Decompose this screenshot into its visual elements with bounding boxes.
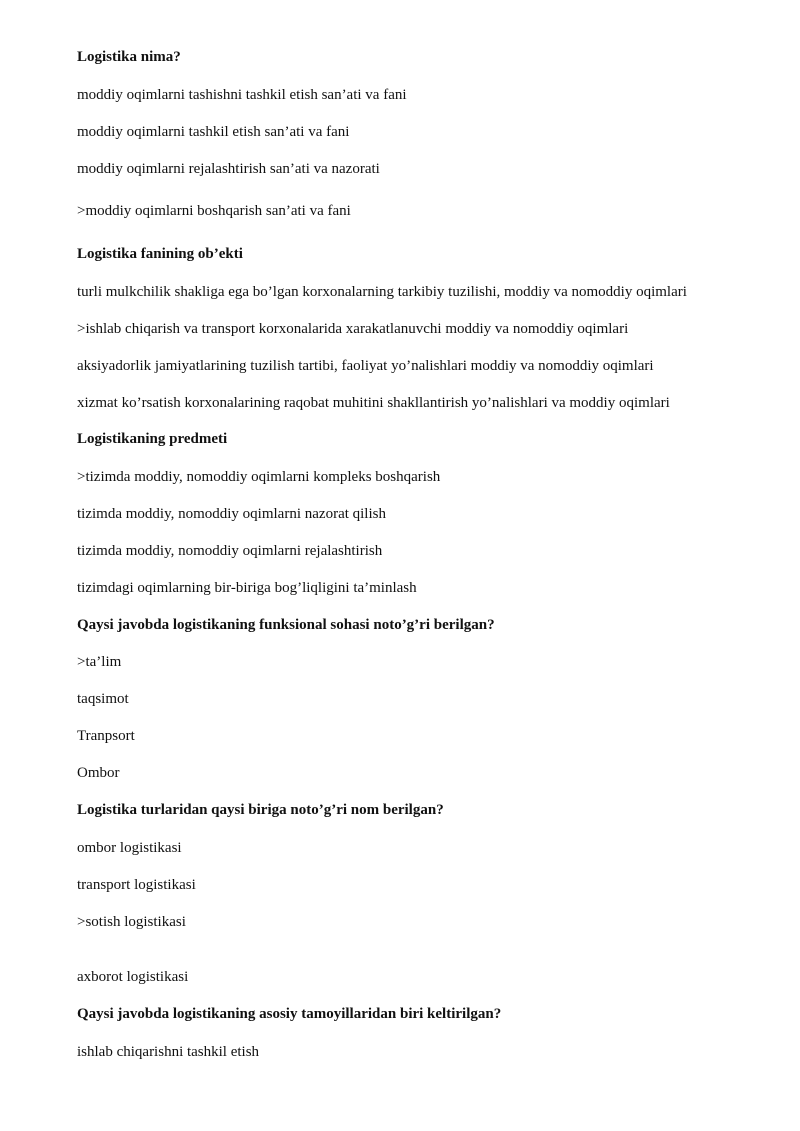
answer-option: taqsimot bbox=[77, 691, 129, 707]
answer-option: moddiy oqimlarni rejalashtirish san’ati va nazorati bbox=[77, 161, 380, 177]
answer-option: aksiyadorlik jamiyatlarining tuzilish tartibi, faoliyat yo’nalishlari moddiy va nomoddiy oqimlari bbox=[77, 358, 654, 374]
answer-option: tizimda moddiy, nomoddiy oqimlarni rejalashtirish bbox=[77, 543, 383, 559]
question-title: Logistika fanining ob’ekti bbox=[77, 246, 243, 262]
answer-option: ombor logistikasi bbox=[77, 840, 182, 856]
answer-option-correct: >ta’lim bbox=[77, 654, 122, 670]
answer-option: axborot logistikasi bbox=[77, 969, 189, 985]
question-title: Qaysi javobda logistikaning funksional sohasi noto’g’ri berilgan? bbox=[77, 617, 495, 633]
answer-option: tizimdagi oqimlarning bir-biriga bog’liqligini ta’minlash bbox=[77, 580, 417, 596]
answer-option: transport logistikasi bbox=[77, 877, 196, 893]
answer-option: moddiy oqimlarni tashkil etish san’ati va fani bbox=[77, 124, 350, 140]
answer-option-correct: >sotish logistikasi bbox=[77, 914, 186, 930]
answer-option: turli mulkchilik shakliga ega bo’lgan korxonalarning tarkibiy tuzilishi, moddiy va nomoddiy oqimlari bbox=[77, 284, 687, 300]
question-title: Qaysi javobda logistikaning asosiy tamoyillaridan biri keltirilgan? bbox=[77, 1006, 502, 1022]
answer-option: tizimda moddiy, nomoddiy oqimlarni nazorat qilish bbox=[77, 506, 386, 522]
answer-option: Tranpsort bbox=[77, 728, 135, 744]
answer-option: ishlab chiqarishni tashkil etish bbox=[77, 1044, 260, 1060]
answer-option-correct: >tizimda moddiy, nomoddiy oqimlarni kompleks boshqarish bbox=[77, 469, 441, 485]
answer-option-correct: >ishlab chiqarish va transport korxonalarida xarakatlanuvchi moddiy va nomoddiy oqimlari bbox=[77, 321, 629, 337]
question-title: Logistika nima? bbox=[77, 49, 181, 65]
question-title: Logistika turlaridan qaysi biriga noto’g’ri nom berilgan? bbox=[77, 802, 444, 818]
answer-option-correct: >moddiy oqimlarni boshqarish san’ati va fani bbox=[77, 203, 351, 219]
answer-option: moddiy oqimlarni tashishni tashkil etish san’ati va fani bbox=[77, 87, 407, 103]
question-title: Logistikaning predmeti bbox=[77, 431, 228, 447]
answer-option: xizmat ko’rsatish korxonalarining raqobat muhitini shakllantirish yo’nalishlari va moddiy oqimlari bbox=[77, 395, 670, 411]
answer-option: Ombor bbox=[77, 765, 120, 781]
